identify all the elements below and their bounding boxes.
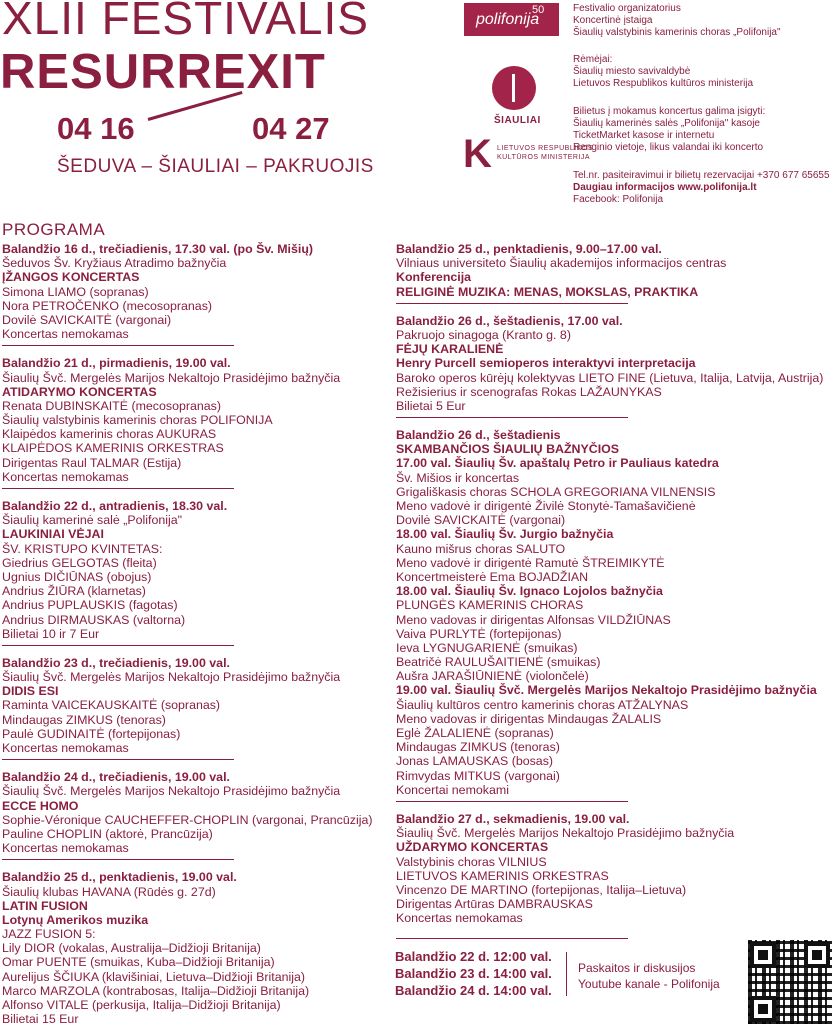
event-line: ECCE HOMO xyxy=(2,798,79,813)
event-line: Jonas LAMAUSKAS (bosas) xyxy=(396,754,554,769)
footer-divider xyxy=(396,938,628,939)
event-block xyxy=(396,314,823,413)
event-line: Andrius PUPLAUSKIS (fagotas) xyxy=(2,598,178,613)
event-line: Klaipėdos kamerinis choras AUKURAS xyxy=(2,427,217,442)
lrkm-line2: KULTŪROS MINISTERIJA xyxy=(497,154,591,161)
event-line: JAZZ FUSION 5: xyxy=(2,927,96,942)
event-line: Mindaugas ZIMKUS (tenoras) xyxy=(2,712,166,727)
event-block xyxy=(2,656,372,755)
event-line: Mindaugas ZIMKUS (tenoras) xyxy=(396,740,560,755)
polifonija-badge: 50 xyxy=(532,4,545,16)
event-block xyxy=(2,870,372,1026)
event-separator xyxy=(2,859,234,860)
event-line: FĖJŲ KARALIENĖ xyxy=(396,342,504,357)
event-line: Meno vadovas ir dirigentas Alfonsas VILDŽIŪNAS xyxy=(396,612,671,627)
polifonija-logo-text: polifonija xyxy=(476,11,540,28)
organizers-line: Šiaulių valstybinis kamerinis choras „Polifonija" xyxy=(573,27,781,38)
lrkm-logo-icon: K xyxy=(463,132,492,176)
tickets-line: TicketMarket kasose ir internetu xyxy=(573,130,715,141)
event-separator xyxy=(2,759,234,760)
event-line: Simona LIAMO (sopranas) xyxy=(2,284,149,299)
event-line: 18.00 val. Šiaulių Šv. Ignaco Lojolos bažnyčia xyxy=(396,584,663,599)
event-line: Šiaulių valstybinis kamerinis choras POLIFONIJA xyxy=(2,413,273,428)
event-line: Šiaulių kamerinė salė „Polifonija" xyxy=(2,513,183,528)
event-date: Balandžio 26 d., šeštadienis, 17.00 val. xyxy=(396,313,623,328)
event-line: Aurelijus ŠČIUKA (klavišiniai, Lietuva–Didžioji Britanija) xyxy=(2,969,306,984)
event-line: ATIDARYMO KONCERTAS xyxy=(2,384,157,399)
qr-code-icon[interactable] xyxy=(748,940,832,1024)
event-line: Renata DUBINSKAITĖ (mecosopranas) xyxy=(2,398,221,413)
event-separator xyxy=(2,645,234,646)
event-line: Ugnius DIČIŪNAS (obojus) xyxy=(2,569,152,584)
siauliai-logo-label: ŠIAULIAI xyxy=(494,115,541,126)
event-line: Lily DIOR (vokalas, Australija–Didžioji Britanija) xyxy=(2,941,261,956)
sponsors-info xyxy=(573,54,753,90)
event-line: PLUNGĖS KAMERINIS CHORAS xyxy=(396,598,584,613)
event-line: Grigališkasis choras SCHOLA GREGORIANA VILNENSIS xyxy=(396,484,716,499)
event-block xyxy=(396,812,823,926)
event-block xyxy=(2,499,372,641)
sponsors-line: Rėmėjai: xyxy=(573,54,613,65)
event-line: Nora PETROČENKO (mecosopranas) xyxy=(2,298,213,313)
event-line: Šeduvos Šv. Kryžiaus Atradimo bažnyčia xyxy=(2,256,227,271)
event-line: Kauno mišrus choras SALUTO xyxy=(396,541,566,556)
event-date: Balandžio 25 d., penktadienis, 19.00 val. xyxy=(2,870,237,885)
contact-website[interactable]: Daugiau informacijos www.polifonija.lt xyxy=(573,182,757,193)
event-line: Pauline CHOPLIN (aktorė, Prancūzija) xyxy=(2,826,213,841)
contacts-info xyxy=(573,170,830,206)
sponsors-line: Lietuvos Respublikos kultūros ministerija xyxy=(573,78,754,89)
tickets-info xyxy=(573,106,765,154)
event-block xyxy=(396,242,823,299)
festival-title-line1: XLII FESTIVALIS xyxy=(2,0,369,44)
sponsors-line: Šiaulių miesto savivaldybė xyxy=(573,66,691,77)
event-date: Balandžio 23 d., trečiadienis, 19.00 val. xyxy=(2,655,230,670)
event-line: LIETUVOS KAMERINIS ORKESTRAS xyxy=(396,868,609,883)
footer-vertical-divider xyxy=(566,952,567,996)
event-line: Koncertas nemokamas xyxy=(2,841,129,856)
date-end: 04 27 xyxy=(252,111,330,146)
event-date: Balandžio 26 d., šeštadienis xyxy=(396,428,561,443)
siauliai-coat-of-arms-icon xyxy=(492,66,536,110)
event-line: Lotynų Amerikos muzika xyxy=(2,912,149,927)
lecture-date: Balandžio 23 d. 14:00 val. xyxy=(395,966,552,981)
event-line: Henry Purcell semioperos interaktyvi interpretacija xyxy=(396,356,696,371)
event-line: Dovilė SAVICKAITĖ (vargonai) xyxy=(2,312,172,327)
event-block xyxy=(396,428,823,797)
event-line: Omar PUENTE (smuikas, Kuba–Didžioji Britanija) xyxy=(2,955,275,970)
event-line: Bilietai 5 Eur xyxy=(396,398,466,413)
event-line: ĮŽANGOS KONCERTAS xyxy=(2,270,140,285)
tickets-line: Renginio vietoje, likus valandai iki koncerto xyxy=(573,142,764,153)
event-line: Koncertas nemokamas xyxy=(2,469,129,484)
event-line: LATIN FUSION xyxy=(2,898,88,913)
lrkm-line1: LIETUVOS RESPUBLIKOS xyxy=(497,145,593,152)
event-line: Aušra JARAŠIŪNIENĖ (violončelė) xyxy=(396,669,589,684)
event-line: Vaiva PURLYTĖ (fortepijonas) xyxy=(396,626,562,641)
event-block xyxy=(2,242,372,341)
event-line: Beatričė RAULUŠAITIENĖ (smuikas) xyxy=(396,655,601,670)
lectures-note xyxy=(578,960,720,992)
event-line: 19.00 val. Šiaulių Švč. Mergelės Marijos Nekaltojo Prasidėjimo bažnyčia xyxy=(396,683,817,698)
event-line: Šiaulių Švč. Mergelės Marijos Nekaltojo Prasidėjimo bažnyčia xyxy=(2,784,341,799)
contact-phone: Tel.nr. pasiteiravimui ir bilietų rezervacijai +370 677 65655 xyxy=(573,170,830,181)
event-line: Bilietai 10 ir 7 Eur xyxy=(2,626,100,641)
organizers-line: Festivalio organizatorius xyxy=(573,3,681,14)
program-heading: PROGRAMA xyxy=(2,220,106,239)
event-line: Eglė ŽALALIENĖ (sopranas) xyxy=(396,726,554,740)
event-line: Marco MARZOLA (kontrabosas, Italija–Didžioji Britanija) xyxy=(2,983,310,998)
event-line: Dirigentas Raul TALMAR (Estija) xyxy=(2,455,182,470)
organizers-info xyxy=(573,3,781,39)
tickets-line: Bilietus į mokamus koncertus galima įsigyti: xyxy=(573,106,766,117)
lectures-note-line[interactable]: Youtube kanale - Polifonija xyxy=(578,977,720,991)
event-line: Šiaulių Švč. Mergelės Marijos Nekaltojo Prasidėjimo bažnyčia xyxy=(396,826,735,841)
event-line: DIDIS ESI xyxy=(2,684,59,699)
lecture-date: Balandžio 24 d. 14:00 val. xyxy=(395,983,552,998)
event-line: Paulė GUDINAITĖ (fortepijonas) xyxy=(2,726,181,741)
event-line: KLAIPĖDOS KAMERINIS ORKESTRAS xyxy=(2,441,224,456)
event-block xyxy=(2,770,372,855)
event-line: Giedrius GELGOTAS (fleita) xyxy=(2,555,157,570)
organizers-line: Koncertinė įstaiga xyxy=(573,15,653,26)
event-line: Koncertai nemokami xyxy=(396,782,509,797)
event-line: Meno vadovė ir dirigentė Živilė Stonytė-Tamašavičienė xyxy=(396,499,696,513)
event-line: Pakruojo sinagoga (Kranto g. 8) xyxy=(396,327,571,342)
contact-facebook: Facebook: Polifonija xyxy=(573,194,664,205)
event-line: Meno vadovė ir dirigentė Ramutė ŠTREIMIKYTĖ xyxy=(396,555,665,570)
event-line: Bilietai 15 Eur xyxy=(2,1012,79,1026)
event-separator xyxy=(2,488,234,489)
event-line: Šiaulių klubas HAVANA (Rūdės g. 27d) xyxy=(2,884,216,899)
event-line: RELIGINĖ MUZIKA: MENAS, MOKSLAS, PRAKTIKA xyxy=(396,284,699,299)
event-block xyxy=(2,356,372,484)
event-line: Sophie-Véronique CAUCHEFFER-CHOPLIN (vargonai, Prancūzija) xyxy=(2,812,373,827)
event-line: Rimvydas MITKUS (vargonai) xyxy=(396,768,560,783)
lecture-date: Balandžio 22 d. 12:00 val. xyxy=(395,949,552,964)
event-line: 18.00 val. Šiaulių Šv. Jurgio bažnyčia xyxy=(396,527,614,542)
festival-title-line2: RESURREXIT xyxy=(0,45,326,99)
event-line: ŠV. KRISTUPO KVINTETAS: xyxy=(2,541,163,556)
event-date: Balandžio 21 d., pirmadienis, 19.00 val. xyxy=(2,356,231,371)
event-line: Vilniaus universiteto Šiaulių akademijos informacijos centras xyxy=(396,256,727,271)
event-line: Alfonso VITALE (perkusija, Italija–Didžioji Britanija) xyxy=(2,998,281,1012)
event-line: Meno vadovas ir dirigentas Mindaugas ŽALALIS xyxy=(396,711,662,726)
event-line: Dirigentas Artūras DAMBRAUSKAS xyxy=(396,897,593,912)
event-separator xyxy=(396,801,628,802)
event-line: Dovilė SAVICKAITĖ (vargonai) xyxy=(396,513,566,528)
event-date: Balandžio 16 d., trečiadienis, 17.30 val. (po Šv. Mišių) xyxy=(2,242,314,256)
polifonija-logo xyxy=(464,3,559,36)
event-separator xyxy=(396,303,628,304)
tickets-line: Šiaulių kamerinės salės „Polifonija" kasoje xyxy=(573,118,760,129)
event-line: UŽDARYMO KONCERTAS xyxy=(396,840,549,855)
event-line: Valstybinis choras VILNIUS xyxy=(396,854,547,869)
event-line: Raminta VAICEKAUSKAITĖ (sopranas) xyxy=(2,698,221,713)
event-line: 17.00 val. Šiaulių Šv. apaštalų Petro ir Pauliaus katedra xyxy=(396,456,719,471)
event-line: Šiaulių kultūros centro kamerinis choras ATŽALYNAS xyxy=(396,697,689,712)
lectures-note-line: Paskaitos ir diskusijos xyxy=(578,961,696,975)
event-separator xyxy=(2,345,234,346)
event-line: Konferencija xyxy=(396,270,472,285)
event-date: Balandžio 25 d., penktadienis, 9.00–17.00 val. xyxy=(396,242,662,256)
event-line: Koncertas nemokamas xyxy=(2,327,129,342)
event-date: Balandžio 24 d., trečiadienis, 19.00 val. xyxy=(2,770,230,785)
event-date: Balandžio 27 d., sekmadienis, 19.00 val. xyxy=(396,811,630,826)
event-separator xyxy=(396,417,628,418)
event-line: Šiaulių Švč. Mergelės Marijos Nekaltojo Prasidėjimo bažnyčia xyxy=(2,370,341,385)
event-line: Vincenzo DE MARTINO (fortepijonas, Italija–Lietuva) xyxy=(396,882,687,897)
program-left-column xyxy=(2,242,372,1026)
event-line: Koncertas nemokamas xyxy=(396,911,523,926)
event-line: Andrius ŽIŪRA (klarnetas) xyxy=(2,584,146,599)
event-line: Ieva LYGNUGARIENĖ (smuikas) xyxy=(396,640,578,655)
event-line: SKAMBANČIOS ŠIAULIŲ BAŽNYČIOS xyxy=(396,442,620,457)
event-line: Šiaulių Švč. Mergelės Marijos Nekaltojo Prasidėjimo bažnyčia xyxy=(2,670,341,685)
date-start: 04 16 xyxy=(57,111,135,146)
festival-places: ŠEDUVA – ŠIAULIAI – PAKRUOJIS xyxy=(57,156,374,177)
event-line: LAUKINIAI VĖJAI xyxy=(2,527,104,542)
lectures-dates xyxy=(395,948,552,999)
event-line: Režisierius ir scenografas Rokas LAŽAUNYKAS xyxy=(396,384,662,399)
event-line: Šv. Mišios ir koncertas xyxy=(396,470,520,485)
event-line: Koncertas nemokamas xyxy=(2,741,129,755)
program-right-column xyxy=(396,242,823,925)
event-date: Balandžio 22 d., antradienis, 18.30 val. xyxy=(2,499,228,513)
event-line: Koncertmeisterė Ema BOJADŽIAN xyxy=(396,569,589,584)
event-line: Andrius DIRMAUSKAS (valtorna) xyxy=(2,612,186,627)
event-line: Baroko operos kūrėjų kolektyvas LIETO FINE (Lietuva, Italija, Latvija, Austrija) xyxy=(396,370,824,385)
